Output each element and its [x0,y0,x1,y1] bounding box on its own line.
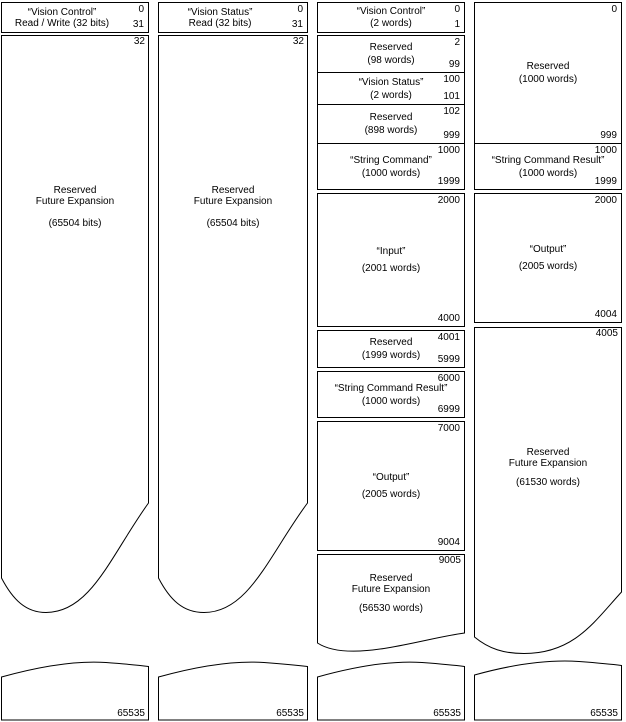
col3-sec1-bottom-addr: 99 [448,59,460,70]
col2-header-line2: Read (32 bits) [188,17,252,29]
torn-edge-shape [158,35,308,625]
col3-sec3-bottom-addr: 999 [443,130,460,141]
col3-last-addr: 65535 [433,708,461,719]
col3-sec4-bottom-addr: 1999 [437,176,460,187]
col1-vision-control-header-box [1,2,149,33]
col3-sec2-bottom-addr: 101 [443,91,460,102]
col3-sec9-size: (56530 words) [359,603,423,614]
col3-sec7-bottom-addr: 6999 [437,404,460,415]
col2-footer-box [158,658,308,721]
col3-sec1-size: (98 words) [367,55,415,66]
col1-header-line2: Read / Write (32 bits) [14,17,110,29]
col4-sec0-size: (1000 words) [518,74,578,85]
col2-last-addr: 65535 [276,708,304,719]
col3-sec5-label: “Input” [376,246,406,257]
col3-sec8-top-addr: 7000 [437,423,460,434]
col1-footer-box [1,658,149,721]
col4-sec1-size: (1000 words) [518,167,578,179]
col2-reserved-torn-box [158,35,308,625]
col1-body-size: (65504 bits) [48,218,102,229]
col4-sec1-bottom-addr: 1999 [594,176,617,187]
col3-sec8-label: “Output” [372,472,410,483]
col2-body-size: (65504 bits) [206,218,260,229]
col1-header-bottom-addr: 31 [132,19,144,30]
col2-header-bottom-addr: 31 [291,19,303,30]
col1-body-line2: Future Expansion [35,196,115,207]
col4-sec3-top-addr: 4005 [595,328,618,339]
torn-edge-shape [474,327,622,657]
col3-sec9-label: Reserved [369,573,413,584]
col4-sec1-top-addr: 1000 [594,145,617,156]
col3-sec6-size: (1999 words) [361,350,421,361]
col3-sec5-size: (2001 words) [361,263,421,274]
col3-sec1-top-addr: 2 [454,37,460,48]
col4-sec2-label: “Output” [529,244,567,255]
col3-string-command-section [318,143,464,189]
col4-sec2-size: (2005 words) [518,261,578,272]
torn-edge-shape [1,35,149,625]
col3-sec3-label: Reserved [369,112,413,123]
col3-vision-control-box [317,2,465,33]
col4-string-command-result-section [475,143,621,189]
col1-body-top-addr: 32 [133,36,145,47]
col3-sec7-size: (1000 words) [361,395,421,407]
col3-sec4-size: (1000 words) [361,167,421,179]
col3-group-box [317,35,465,190]
col3-sec6-top-addr: 4001 [437,332,460,343]
col3-sec9-label2: Future Expansion [351,584,431,595]
col4-sec3-size: (61530 words) [516,477,580,488]
col3-output-box [317,421,465,551]
col1-last-addr: 65535 [117,708,145,719]
col2-header-line1: “Vision Status” [187,6,253,18]
col3-sec0-top-addr: 0 [454,4,460,15]
col4-last-addr: 65535 [590,708,618,719]
col4-reserved-future-expansion-box [474,327,622,657]
col3-sec6-bottom-addr: 5999 [437,354,460,365]
col3-sec5-bottom-addr: 4000 [437,313,460,324]
col3-sec7-top-addr: 6000 [437,373,460,384]
col3-sec0-bottom-addr: 1 [454,19,460,30]
col4-sec2-top-addr: 2000 [594,195,617,206]
col3-sec8-size: (2005 words) [361,489,421,500]
col3-sec4-top-addr: 1000 [437,145,460,156]
col3-sec8-bottom-addr: 9004 [437,537,460,548]
col4-sec0-bottom-addr: 999 [600,130,617,141]
col4-reserved-1000-section [475,3,621,143]
col3-sec3-size: (898 words) [364,125,418,136]
col3-sec0-label: “Vision Control” [356,5,426,17]
col3-sec6-label: Reserved [369,337,413,348]
col4-sec0-label: Reserved [526,61,570,72]
col3-sec9-top-addr: 9005 [438,555,461,566]
col2-body-line2: Future Expansion [193,196,273,207]
col2-body-top-addr: 32 [292,36,304,47]
col1-reserved-torn-box [1,35,149,625]
col3-reserved-98-section [318,36,464,72]
col4-footer-box [474,658,622,721]
col3-sec7-label: “String Command Result” [334,382,448,394]
col4-sec3-label2: Future Expansion [508,458,588,469]
col3-sec0-size: (2 words) [370,17,412,29]
col3-footer-box [317,658,465,721]
col3-reserved-898-section [318,104,464,143]
col4-sec2-bottom-addr: 4004 [594,309,617,320]
col3-input-box [317,193,465,327]
col3-reserved-future-expansion-box [317,554,465,655]
col1-body-line1: Reserved [53,185,97,196]
col3-sec2-size: (2 words) [370,89,412,101]
col3-string-command-result-box [317,371,465,418]
col4-sec0-top-addr: 0 [611,4,617,15]
col3-sec3-top-addr: 102 [443,106,460,117]
col4-sec1-label: “String Command Result” [491,154,605,166]
col4-sec3-label: Reserved [526,447,570,458]
col1-header-top-addr: 0 [138,4,144,15]
col1-header-line1: “Vision Control” [27,6,97,18]
col2-header-top-addr: 0 [297,4,303,15]
col3-sec2-label: “Vision Status” [358,76,424,88]
col3-sec5-top-addr: 2000 [437,195,460,206]
col3-vision-status-section [318,72,464,104]
col3-sec4-label: “String Command” [350,154,432,166]
col3-reserved-1999-box [317,330,465,368]
col4-group-box [474,2,622,190]
col2-body-line1: Reserved [211,185,255,196]
col2-vision-status-header-box [158,2,308,33]
col3-sec2-top-addr: 100 [443,74,460,85]
col4-output-box [474,193,622,323]
col3-sec1-label: Reserved [369,42,413,53]
